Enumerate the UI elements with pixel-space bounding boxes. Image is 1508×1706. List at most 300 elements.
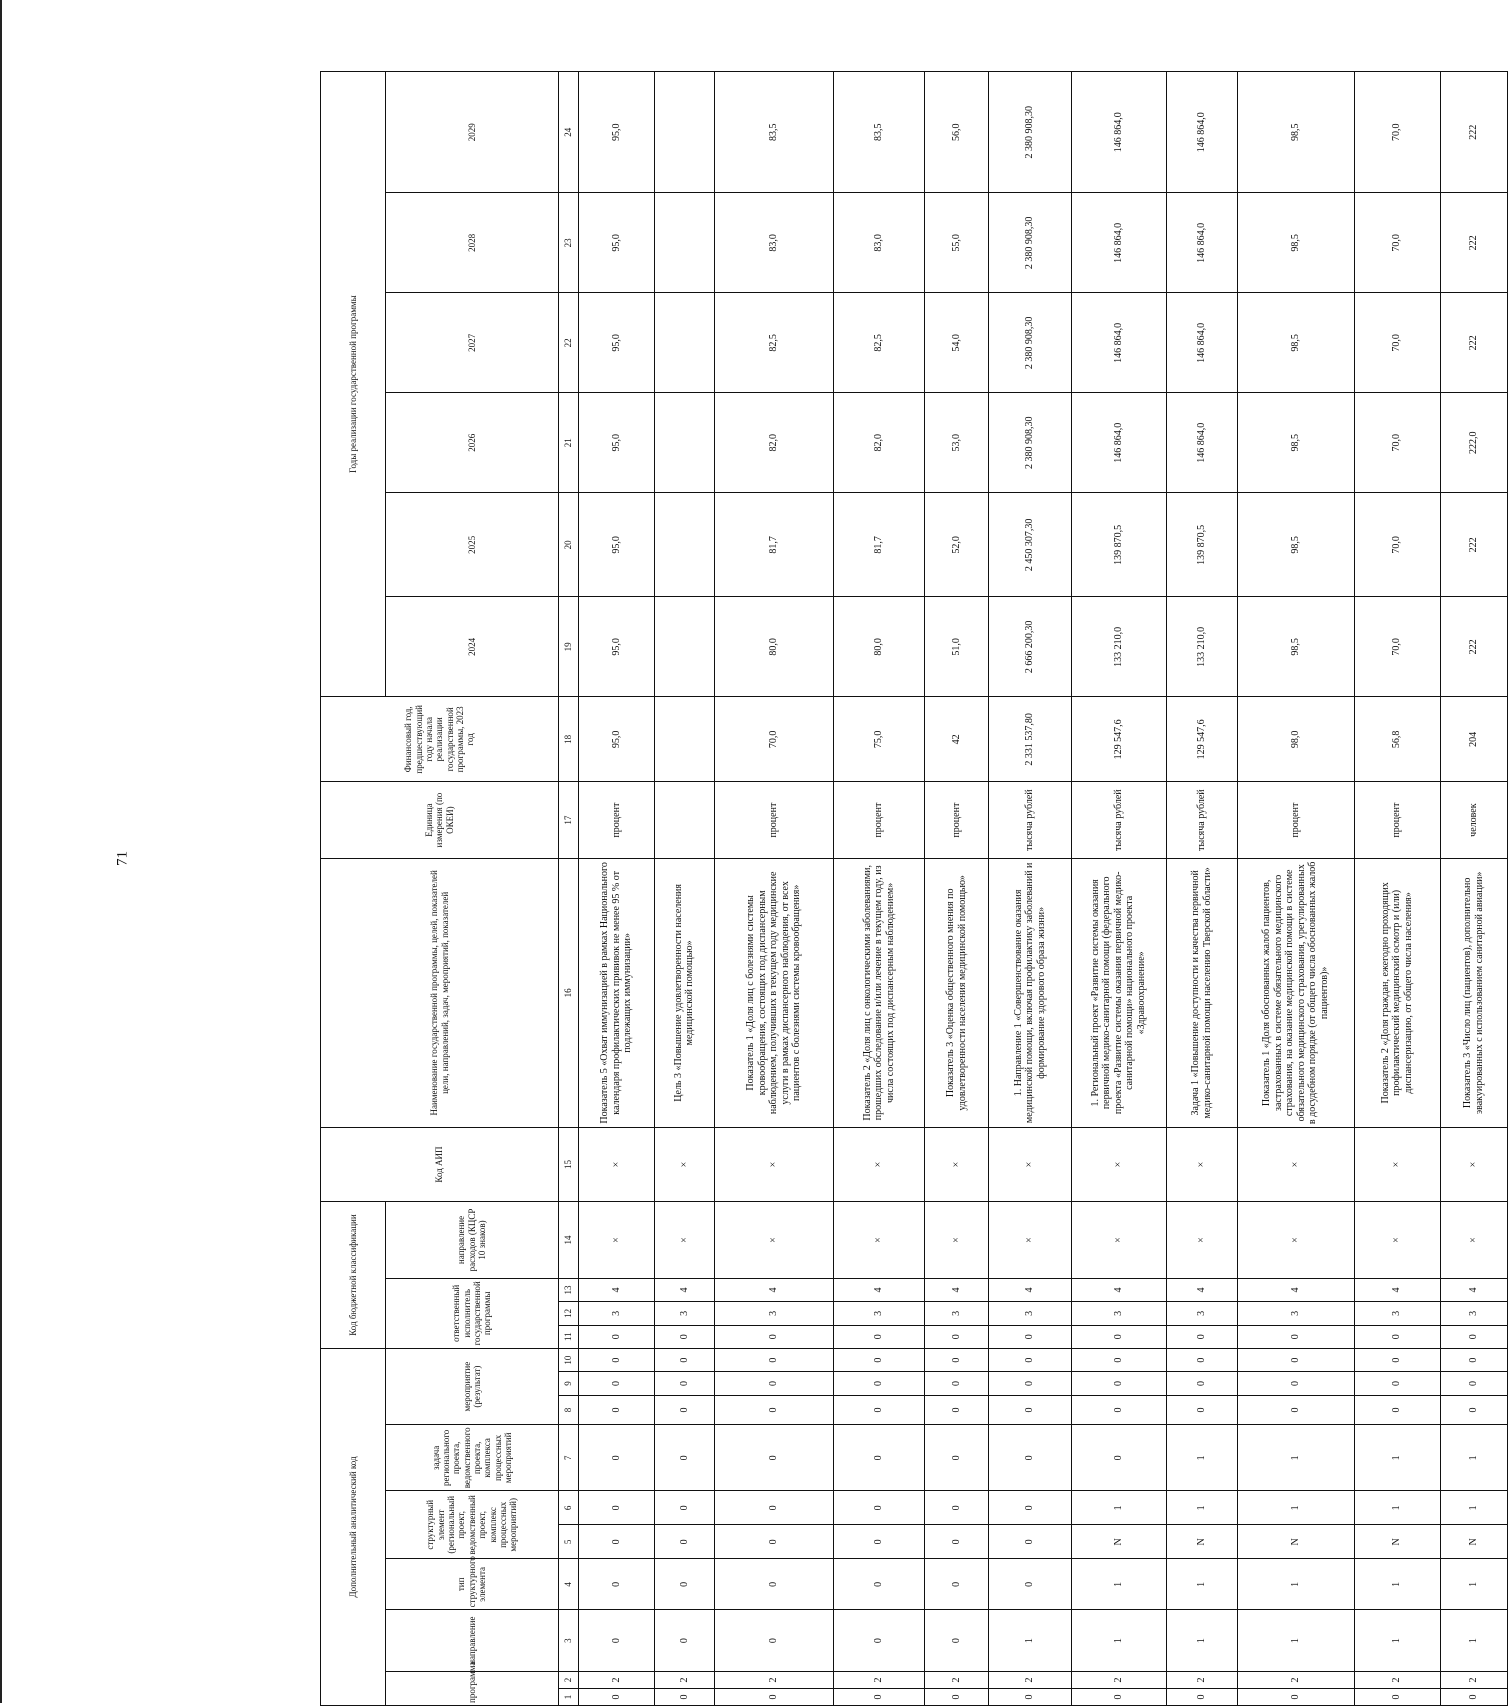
code-cell: 2 — [654, 1672, 714, 1689]
year-value-cell: 52,0 — [924, 493, 989, 597]
item-name-cell: Показатель 1 «Доля лиц с болезнями системы кровообращения, состоящих под диспансерным наблюдением, получивших в текущем году медицинские услуги в рамках диспансерного наблюдения, от всех пациентов с болезнями системы кровообращения» — [715, 858, 834, 1127]
code-cell: 0 — [1071, 1425, 1166, 1491]
code-cell: 1 — [989, 1610, 1071, 1672]
code-cell: 4 — [989, 1278, 1071, 1301]
col-number: 8 — [559, 1395, 579, 1425]
expense-header: направление расходов (КЦСР 10 знаков) — [386, 1202, 559, 1279]
code-cell: × — [1166, 1202, 1237, 1279]
code-cell: × — [1071, 1127, 1166, 1201]
table-row — [654, 72, 714, 1706]
code-cell: 0 — [579, 1425, 655, 1491]
code-cell: × — [989, 1127, 1071, 1201]
year-value-cell: 98,5 — [1237, 597, 1354, 697]
code-cell: 0 — [1237, 1689, 1354, 1706]
year-header: 2028 — [386, 193, 559, 293]
year-value-cell: 222 — [1440, 193, 1507, 293]
year-value-cell: 98,5 — [1237, 293, 1354, 393]
col-number: 11 — [559, 1325, 579, 1348]
code-cell: 0 — [1071, 1325, 1166, 1348]
code-cell: × — [1440, 1127, 1507, 1201]
code-cell: 1 — [1354, 1491, 1440, 1525]
unit-cell: тысяча рублей — [1166, 782, 1237, 859]
code-cell: N — [1071, 1525, 1166, 1559]
year-value-cell — [654, 293, 714, 393]
code-cell: 3 — [1354, 1302, 1440, 1325]
table-row — [924, 72, 989, 1706]
code-cell: 4 — [579, 1278, 655, 1301]
code-cell: × — [1071, 1202, 1166, 1279]
year-value-cell: 83,0 — [715, 193, 834, 293]
year-header: 2029 — [386, 72, 559, 193]
col-number: 16 — [559, 858, 579, 1127]
code-cell: 4 — [1354, 1278, 1440, 1301]
year-value-cell — [654, 493, 714, 597]
code-cell: 0 — [924, 1491, 989, 1525]
code-cell: 0 — [833, 1425, 924, 1491]
code-cell: × — [715, 1127, 834, 1201]
year-value-cell: 146 864,0 — [1166, 72, 1237, 193]
code-cell: 0 — [989, 1372, 1071, 1395]
unit-header: Единица измерения (по ОКЕИ) — [321, 782, 559, 859]
code-cell: 0 — [1354, 1689, 1440, 1706]
code-cell: 3 — [1237, 1302, 1354, 1325]
code-cell: 1 — [1071, 1491, 1166, 1525]
year-value-cell: 83,5 — [715, 72, 834, 193]
code-cell: 0 — [1071, 1395, 1166, 1425]
unit-cell: человек — [1440, 782, 1507, 859]
col-number: 1 — [559, 1689, 579, 1706]
code-cell: 0 — [833, 1325, 924, 1348]
code-cell: 0 — [989, 1395, 1071, 1425]
code-cell: × — [1237, 1202, 1354, 1279]
code-cell: 1 — [1354, 1425, 1440, 1491]
code-cell: 3 — [924, 1302, 989, 1325]
fin-year-value-cell — [654, 697, 714, 782]
year-value-cell: 2 666 200,30 — [989, 597, 1071, 697]
year-value-cell: 98,5 — [1237, 493, 1354, 597]
code-cell: 2 — [1237, 1672, 1354, 1689]
code-cell: 0 — [833, 1395, 924, 1425]
year-value-cell: 146 864,0 — [1071, 72, 1166, 193]
year-value-cell: 82,5 — [715, 293, 834, 393]
year-value-cell: 70,0 — [1354, 597, 1440, 697]
col-number: 7 — [559, 1425, 579, 1491]
year-value-cell: 146 864,0 — [1071, 293, 1166, 393]
code-cell: 0 — [579, 1689, 655, 1706]
code-cell: 1 — [1071, 1610, 1166, 1672]
table-row — [1071, 72, 1166, 1706]
year-value-cell — [654, 393, 714, 493]
year-value-cell: 146 864,0 — [1166, 193, 1237, 293]
year-value-cell: 98,5 — [1237, 193, 1354, 293]
code-cell: 0 — [1440, 1348, 1507, 1371]
code-cell: 0 — [715, 1491, 834, 1525]
col-number: 20 — [559, 493, 579, 597]
fin-year-value-cell: 75,0 — [833, 697, 924, 782]
unit-cell: процент — [579, 782, 655, 859]
unit-cell: процент — [1237, 782, 1354, 859]
code-cell: 1 — [1166, 1559, 1237, 1610]
col-number: 5 — [559, 1525, 579, 1559]
table-row — [1237, 72, 1354, 1706]
code-cell: 0 — [654, 1325, 714, 1348]
code-cell: 0 — [1166, 1689, 1237, 1706]
code-cell: 0 — [833, 1689, 924, 1706]
year-value-cell: 70,0 — [1354, 293, 1440, 393]
code-cell: 0 — [989, 1348, 1071, 1371]
code-cell: 0 — [924, 1610, 989, 1672]
code-cell: × — [579, 1202, 655, 1279]
year-header: 2026 — [386, 393, 559, 493]
col-number: 19 — [559, 597, 579, 697]
code-cell: 0 — [833, 1559, 924, 1610]
year-value-cell: 146 864,0 — [1166, 293, 1237, 393]
event-header: мероприятие (результат) — [386, 1348, 559, 1425]
code-cell: 0 — [1071, 1372, 1166, 1395]
code-cell: 0 — [1071, 1348, 1166, 1371]
code-cell: 1 — [1354, 1559, 1440, 1610]
code-cell: 0 — [1354, 1348, 1440, 1371]
code-cell: 1 — [1071, 1559, 1166, 1610]
code-cell: 2 — [989, 1672, 1071, 1689]
table-row — [1354, 72, 1440, 1706]
code-cell: 0 — [924, 1689, 989, 1706]
code-cell: 0 — [654, 1525, 714, 1559]
code-cell: 0 — [924, 1372, 989, 1395]
fin-year-value-cell: 56,8 — [1354, 697, 1440, 782]
fin-year-value-cell: 42 — [924, 697, 989, 782]
code-cell: 0 — [715, 1559, 834, 1610]
additional-code-header: Дополнительный аналитический код — [321, 1348, 386, 1705]
executor-header: ответственный исполнитель государственной программы — [386, 1278, 559, 1348]
program-indicators-table — [320, 71, 1508, 1706]
aip-code-header: Код АИП — [321, 1127, 559, 1201]
fin-year-value-cell: 129 547,6 — [1071, 697, 1166, 782]
code-cell: × — [924, 1127, 989, 1201]
year-value-cell: 95,0 — [579, 597, 655, 697]
program-header: программа — [386, 1672, 559, 1706]
code-cell: × — [989, 1202, 1071, 1279]
code-cell: 2 — [579, 1672, 655, 1689]
unit-cell: процент — [1354, 782, 1440, 859]
col-number: 9 — [559, 1372, 579, 1395]
code-cell: 2 — [1354, 1672, 1440, 1689]
year-value-cell: 2 380 908,30 — [989, 293, 1071, 393]
code-cell: 0 — [654, 1372, 714, 1395]
fin-year-value-cell: 70,0 — [715, 697, 834, 782]
unit-cell: тысяча рублей — [1071, 782, 1166, 859]
rotated-table-wrapper — [320, 71, 1508, 1706]
code-cell: 0 — [654, 1491, 714, 1525]
code-cell: 0 — [579, 1559, 655, 1610]
code-cell: 4 — [924, 1278, 989, 1301]
code-cell: 0 — [715, 1325, 834, 1348]
col-number: 21 — [559, 393, 579, 493]
year-value-cell: 139 870,5 — [1071, 493, 1166, 597]
code-cell: N — [1354, 1525, 1440, 1559]
year-value-cell: 95,0 — [579, 393, 655, 493]
year-value-cell — [654, 193, 714, 293]
fin-year-value-cell: 129 547,6 — [1166, 697, 1237, 782]
code-cell: × — [654, 1202, 714, 1279]
year-header: 2025 — [386, 493, 559, 597]
year-value-cell: 83,0 — [833, 193, 924, 293]
code-cell: 0 — [715, 1425, 834, 1491]
code-cell: 0 — [1166, 1395, 1237, 1425]
code-cell: 0 — [654, 1348, 714, 1371]
code-cell: 0 — [924, 1425, 989, 1491]
elem-type-header: тип структурного элемента — [386, 1559, 559, 1610]
year-value-cell: 2 380 908,30 — [989, 393, 1071, 493]
code-cell: 0 — [1440, 1689, 1507, 1706]
code-cell: 0 — [579, 1395, 655, 1425]
code-cell: 1 — [1237, 1559, 1354, 1610]
col-number: 23 — [559, 193, 579, 293]
year-value-cell: 222 — [1440, 72, 1507, 193]
unit-cell: процент — [833, 782, 924, 859]
year-value-cell: 133 210,0 — [1071, 597, 1166, 697]
code-cell: 0 — [715, 1395, 834, 1425]
code-cell: 0 — [579, 1372, 655, 1395]
table-row — [833, 72, 924, 1706]
year-value-cell: 70,0 — [1354, 393, 1440, 493]
year-header: 2027 — [386, 293, 559, 393]
code-cell: 0 — [715, 1689, 834, 1706]
code-cell: 0 — [1237, 1372, 1354, 1395]
code-cell: 0 — [989, 1559, 1071, 1610]
code-cell: N — [1166, 1525, 1237, 1559]
code-cell: 0 — [989, 1491, 1071, 1525]
code-cell: 3 — [1071, 1302, 1166, 1325]
code-cell: 0 — [989, 1425, 1071, 1491]
code-cell: N — [1440, 1525, 1507, 1559]
code-cell: 0 — [833, 1348, 924, 1371]
code-cell: 0 — [833, 1372, 924, 1395]
code-cell: 0 — [1237, 1395, 1354, 1425]
item-name-cell: Показатель 2 «Доля лиц с онкологическими заболеваниями, прошедших обследование и/или лечение в текущем году, из числа состоящих под диспансерным наблюдением» — [833, 858, 924, 1127]
code-cell: 0 — [989, 1525, 1071, 1559]
code-cell: 4 — [1440, 1278, 1507, 1301]
table-row — [1440, 72, 1507, 1706]
item-name-cell: Цель 3 «Повышение удовлетворенности населения медицинской помощью» — [654, 858, 714, 1127]
col-number: 17 — [559, 782, 579, 859]
year-value-cell: 80,0 — [715, 597, 834, 697]
code-cell: 0 — [1237, 1325, 1354, 1348]
fin-year-value-cell: 204 — [1440, 697, 1507, 782]
code-cell: 1 — [1237, 1491, 1354, 1525]
code-cell: 1 — [1166, 1425, 1237, 1491]
year-value-cell: 95,0 — [579, 72, 655, 193]
table-row — [579, 72, 655, 1706]
col-number: 13 — [559, 1278, 579, 1301]
item-name-cell: Показатель 2 «Доля граждан, ежегодно проходящих профилактический медицинский осмотр и (или) диспансеризацию, от общего числа населения» — [1354, 858, 1440, 1127]
item-name-cell: Задача 1 «Повышение доступности и качества первичной медико-санитарной помощи населению Тверской области» — [1166, 858, 1237, 1127]
item-name-cell: 1. Направление 1 «Совершенствование оказания медицинской помощи, включая профилактику заболеваний и формирование здорового образа жизни» — [989, 858, 1071, 1127]
table-row — [715, 72, 834, 1706]
code-cell: 1 — [1166, 1491, 1237, 1525]
year-value-cell: 98,5 — [1237, 72, 1354, 193]
code-cell: × — [715, 1202, 834, 1279]
year-value-cell — [654, 72, 714, 193]
code-cell: 0 — [924, 1525, 989, 1559]
year-value-cell: 56,0 — [924, 72, 989, 193]
year-value-cell: 2 380 908,30 — [989, 72, 1071, 193]
code-cell: × — [1237, 1127, 1354, 1201]
year-value-cell: 53,0 — [924, 393, 989, 493]
item-name-cell: Показатель 1 «Доля обоснованных жалоб пациентов, застрахованных в системе обязательного медицинского страхования, на оказание медицинской помощи в системе обязательного медицинского страхования, урегулированных в досудебном порядке (от общего числа обоснованных жалоб пациентов)» — [1237, 858, 1354, 1127]
code-cell: 0 — [833, 1491, 924, 1525]
code-cell: 1 — [1237, 1610, 1354, 1672]
code-cell: 4 — [1237, 1278, 1354, 1301]
year-value-cell: 70,0 — [1354, 193, 1440, 293]
year-value-cell: 139 870,5 — [1166, 493, 1237, 597]
code-cell: N — [1237, 1525, 1354, 1559]
code-cell: 0 — [1440, 1372, 1507, 1395]
year-value-cell: 95,0 — [579, 293, 655, 393]
code-cell: 1 — [1440, 1610, 1507, 1672]
year-value-cell: 51,0 — [924, 597, 989, 697]
code-cell: 3 — [579, 1302, 655, 1325]
task-header: задача регионального проекта, ведомственного проекта, комплекса процессных мероприятий — [386, 1425, 559, 1491]
code-cell: 4 — [833, 1278, 924, 1301]
code-cell: 2 — [1071, 1672, 1166, 1689]
year-value-cell: 222 — [1440, 493, 1507, 597]
code-cell: × — [924, 1202, 989, 1279]
code-cell: 2 — [715, 1672, 834, 1689]
fin-year-value-cell: 95,0 — [579, 697, 655, 782]
code-cell: 3 — [715, 1302, 834, 1325]
year-value-cell: 146 864,0 — [1166, 393, 1237, 493]
year-value-cell: 98,5 — [1237, 393, 1354, 493]
year-value-cell: 54,0 — [924, 293, 989, 393]
code-cell: 0 — [579, 1610, 655, 1672]
code-cell: × — [1354, 1127, 1440, 1201]
code-cell: 0 — [1071, 1689, 1166, 1706]
code-cell: 3 — [989, 1302, 1071, 1325]
year-value-cell: 222 — [1440, 293, 1507, 393]
page-number: 71 — [114, 851, 131, 866]
code-cell: 0 — [1354, 1372, 1440, 1395]
code-cell: 1 — [1440, 1491, 1507, 1525]
code-cell: 0 — [654, 1395, 714, 1425]
year-header: 2024 — [386, 597, 559, 697]
code-cell: 3 — [654, 1302, 714, 1325]
code-cell: 0 — [1166, 1348, 1237, 1371]
code-cell: 0 — [715, 1610, 834, 1672]
year-value-cell: 2 380 908,30 — [989, 193, 1071, 293]
unit-cell: процент — [924, 782, 989, 859]
code-cell: 3 — [1166, 1302, 1237, 1325]
year-value-cell: 82,0 — [715, 393, 834, 493]
code-cell: 2 — [1440, 1672, 1507, 1689]
code-cell: 0 — [1166, 1372, 1237, 1395]
year-value-cell: 146 864,0 — [1071, 193, 1166, 293]
col-number: 6 — [559, 1491, 579, 1525]
unit-cell: процент — [715, 782, 834, 859]
code-cell: 0 — [579, 1325, 655, 1348]
name-header: Наименование государственной программы, целей, показателей цели, направлений, задач, мероприятий, показателей — [321, 858, 559, 1127]
code-cell: × — [1166, 1127, 1237, 1201]
code-cell: × — [833, 1202, 924, 1279]
code-cell: 4 — [654, 1278, 714, 1301]
code-cell: × — [1440, 1202, 1507, 1279]
year-value-cell: 81,7 — [715, 493, 834, 597]
code-cell: 0 — [924, 1559, 989, 1610]
code-cell: 1 — [1440, 1425, 1507, 1491]
year-value-cell: 146 864,0 — [1071, 393, 1166, 493]
year-value-cell: 95,0 — [579, 493, 655, 597]
item-name-cell: Показатель 3 «Число лиц (пациентов), дополнительно эвакуированных с использованием санитарной авиации» — [1440, 858, 1507, 1127]
scan-edge — [0, 0, 2, 1703]
code-cell: 0 — [1166, 1325, 1237, 1348]
year-value-cell — [654, 597, 714, 697]
year-value-cell: 81,7 — [833, 493, 924, 597]
fin-year-header: Финансовый год, предшествующий году начала реализации государственной программы, 2023 год — [321, 697, 559, 782]
col-number: 3 — [559, 1610, 579, 1672]
code-cell: 0 — [924, 1325, 989, 1348]
code-cell: 0 — [1237, 1348, 1354, 1371]
code-cell: × — [833, 1127, 924, 1201]
col-number: 24 — [559, 72, 579, 193]
years-group-header: Годы реализации государственной программы — [321, 72, 386, 697]
year-value-cell: 82,5 — [833, 293, 924, 393]
code-cell: 0 — [579, 1525, 655, 1559]
table-row — [989, 72, 1071, 1706]
col-number: 15 — [559, 1127, 579, 1201]
year-value-cell: 82,0 — [833, 393, 924, 493]
col-number: 14 — [559, 1202, 579, 1279]
col-number: 12 — [559, 1302, 579, 1325]
code-cell: 0 — [654, 1559, 714, 1610]
year-value-cell: 83,5 — [833, 72, 924, 193]
col-number: 4 — [559, 1559, 579, 1610]
year-value-cell: 80,0 — [833, 597, 924, 697]
item-name-cell: Показатель 3 «Оценка общественного мнения по удовлетворенности населения медицинской помощью» — [924, 858, 989, 1127]
code-cell: 2 — [833, 1672, 924, 1689]
code-cell: 0 — [833, 1610, 924, 1672]
column-numbers-row — [559, 72, 579, 1706]
code-cell: 0 — [715, 1348, 834, 1371]
code-cell: 0 — [1440, 1325, 1507, 1348]
unit-cell — [654, 782, 714, 859]
code-cell: × — [579, 1127, 655, 1201]
code-cell: 0 — [924, 1348, 989, 1371]
year-value-cell: 55,0 — [924, 193, 989, 293]
code-cell: 0 — [715, 1372, 834, 1395]
year-value-cell: 222,0 — [1440, 393, 1507, 493]
code-cell: 0 — [833, 1525, 924, 1559]
code-cell: × — [1354, 1202, 1440, 1279]
code-cell: 2 — [1166, 1672, 1237, 1689]
code-cell: 0 — [989, 1325, 1071, 1348]
code-cell: 4 — [1071, 1278, 1166, 1301]
col-number: 22 — [559, 293, 579, 393]
col-number: 2 — [559, 1672, 579, 1689]
code-cell: 0 — [715, 1525, 834, 1559]
fin-year-value-cell: 2 331 537,80 — [989, 697, 1071, 782]
year-value-cell: 95,0 — [579, 193, 655, 293]
code-cell: 0 — [579, 1491, 655, 1525]
code-cell: 2 — [924, 1672, 989, 1689]
code-cell: 4 — [1166, 1278, 1237, 1301]
unit-cell: тысяча рублей — [989, 782, 1071, 859]
code-cell: 4 — [715, 1278, 834, 1301]
code-cell: 0 — [579, 1348, 655, 1371]
code-cell: 0 — [924, 1395, 989, 1425]
code-cell: 1 — [1440, 1559, 1507, 1610]
year-value-cell: 70,0 — [1354, 493, 1440, 597]
code-cell: 0 — [989, 1689, 1071, 1706]
